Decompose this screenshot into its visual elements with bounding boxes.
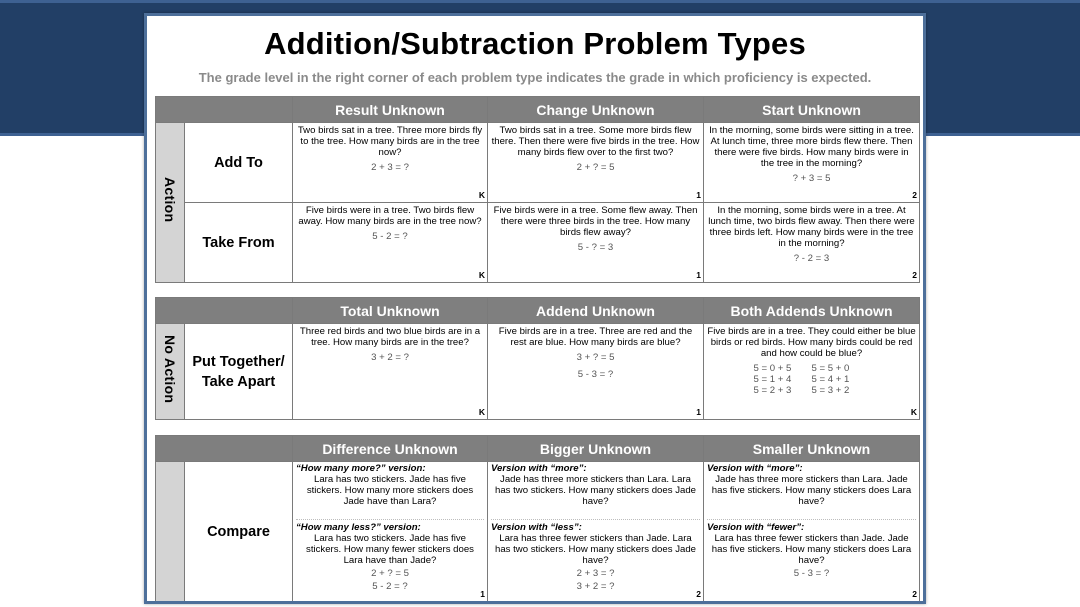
problem-text: Five birds are in a tree. Three are red and the rest are blue. How many birds are blue?: [498, 326, 693, 348]
equation: 3 + 2 = ?: [371, 352, 409, 363]
page-title: Addition/Subtraction Problem Types: [264, 26, 806, 61]
action-table: [155, 96, 920, 283]
grade-badge: K: [478, 190, 485, 200]
grade-badge: K: [478, 407, 485, 417]
cell-both-addends-unknown: [704, 324, 920, 420]
equation: 5 = 3 + 2: [811, 385, 850, 396]
equation: 3 + 2 = ?: [576, 581, 615, 592]
cell-smaller-unknown: [704, 462, 920, 602]
equation: 2 + ? = 5: [371, 568, 409, 579]
version-label: “How many less?” version:: [296, 522, 421, 533]
problem-text: Two birds sat in a tree. Some more birds flew there. Then there were five birds in the tree. How many birds flew over to the first two?: [491, 125, 700, 158]
page-subtitle: The grade level in the right corner of each problem type indicates the grade in which proficiency is expected.: [198, 70, 872, 85]
header-start-unknown: Start Unknown: [704, 97, 920, 123]
version-less: [491, 522, 700, 601]
problem-text: Five birds were in a tree. Some flew away. Then there were three birds in the tree. How many birds flew away?: [493, 205, 698, 238]
cell-takefrom-result: [293, 203, 488, 283]
version-label: Version with “less”:: [491, 522, 582, 533]
header-smaller-unknown: Smaller Unknown: [704, 436, 920, 462]
header-change-unknown: Change Unknown: [488, 97, 704, 123]
problem-text: Lara has two stickers. Jade has five stickers. How many more stickers does Jade have than Lara?: [306, 474, 474, 507]
cell-addend-unknown: [488, 324, 704, 420]
problem-text: Jade has three more stickers than Lara. Lara has two stickers. How many stickers does Jade have?: [494, 474, 696, 507]
equation: 2 + ? = 5: [576, 162, 615, 173]
row-label-line2: Take Apart: [201, 373, 276, 390]
row-label-put-together: [185, 324, 293, 420]
cell-addto-change: [488, 123, 704, 203]
header-addend-unknown: Addend Unknown: [488, 298, 704, 324]
equation: 5 - 3 = ?: [793, 568, 830, 579]
table-row: [156, 462, 920, 602]
table-row: [156, 324, 920, 420]
table-row: [156, 203, 920, 283]
version-label: Version with “fewer”:: [707, 522, 805, 533]
header-difference-unknown: Difference Unknown: [293, 436, 488, 462]
row-label-line1: Put Together/: [192, 353, 285, 370]
compare-table: [155, 435, 920, 602]
table-corner: [156, 97, 293, 123]
problem-text: Lara has three fewer stickers than Jade. Jade has five stickers. How many stickers does Lara have?: [711, 533, 912, 566]
problem-text: Five birds were in a tree. Two birds flew away. How many birds are in the tree now?: [298, 205, 482, 227]
equation-pairs: [707, 363, 916, 396]
version-more: [491, 463, 700, 520]
problem-text: Lara has two stickers. Jade has five stickers. How many fewer stickers does Lara have than Jade?: [306, 533, 474, 566]
grade-badge: 1: [480, 589, 485, 599]
group-action: [156, 123, 185, 283]
row-label-compare: Compare: [185, 462, 293, 602]
table-corner: [156, 436, 293, 462]
cell-takefrom-start: [704, 203, 920, 283]
table-corner: [156, 298, 293, 324]
table-row: [156, 123, 920, 203]
equation: 5 - 2 = ?: [372, 231, 408, 242]
grade-badge: 2: [912, 589, 917, 599]
header-total-unknown: Total Unknown: [293, 298, 488, 324]
group-action-label: Action: [162, 177, 178, 223]
group-compare: [156, 462, 185, 602]
equation: 5 = 5 + 0: [811, 363, 850, 374]
equation: 5 = 0 + 5: [753, 363, 792, 374]
grade-badge: 1: [696, 270, 701, 280]
slide-card: [144, 13, 926, 604]
equation: 5 = 1 + 4: [753, 374, 792, 385]
equation: ? + 3 = 5: [792, 173, 831, 184]
group-no-action: [156, 324, 185, 420]
equation: 5 - 2 = ?: [372, 581, 408, 592]
grade-badge: 2: [912, 270, 917, 280]
problem-text: Two birds sat in a tree. Three more birds fly to the tree. How many birds are in the tree now?: [297, 125, 483, 158]
grade-badge: 1: [696, 407, 701, 417]
equation: 2 + 3 = ?: [576, 568, 615, 579]
cell-addto-start: [704, 123, 920, 203]
problem-text: Five birds are in a tree. They could either be blue birds or red birds. How many birds could be red and how could be blue?: [707, 326, 916, 359]
equation: ? - 2 = 3: [793, 253, 830, 264]
cell-difference-unknown: [293, 462, 488, 602]
equation: 5 - ? = 3: [577, 242, 614, 253]
version-more: [296, 463, 484, 520]
cell-addto-result: [293, 123, 488, 203]
equation: 3 + ? = 5: [576, 352, 615, 363]
cell-total-unknown: [293, 324, 488, 420]
grade-badge: K: [910, 407, 917, 417]
group-no-action-label: No Action: [162, 334, 178, 404]
problem-text: In the morning, some birds were sitting in a tree. At lunch time, three more birds flew there. Then there were five birds. How many birds were in the tree in the morning?: [709, 125, 914, 169]
version-label: “How many more?” version:: [296, 463, 426, 474]
equation: 5 = 2 + 3: [753, 385, 792, 396]
problem-text: In the morning, some birds were in a tree. At lunch time, two birds flew away. Then there were three birds left. How many birds were in the tree in the morning?: [708, 205, 915, 249]
cell-bigger-unknown: [488, 462, 704, 602]
grade-badge: K: [478, 270, 485, 280]
grade-badge: 2: [912, 190, 917, 200]
row-label-add-to: Add To: [185, 123, 293, 203]
version-less: [296, 522, 484, 601]
version-label: Version with “more”:: [491, 463, 587, 474]
version-label: Version with “more”:: [707, 463, 803, 474]
problem-text: Jade has three more stickers than Lara. Jade has five stickers. How many stickers does Lara have?: [711, 474, 912, 507]
grade-badge: 1: [696, 190, 701, 200]
grade-badge: 2: [696, 589, 701, 599]
version-more: [707, 463, 916, 520]
equation: 5 = 4 + 1: [811, 374, 850, 385]
header-result-unknown: Result Unknown: [293, 97, 488, 123]
problem-text: Three red birds and two blue birds are in a tree. How many birds are in the tree?: [299, 326, 481, 348]
equation: 2 + 3 = ?: [371, 162, 409, 173]
cell-takefrom-change: [488, 203, 704, 283]
version-fewer: [707, 522, 916, 601]
header-bigger-unknown: Bigger Unknown: [488, 436, 704, 462]
no-action-table: [155, 297, 920, 420]
problem-text: Lara has three fewer stickers than Jade. Lara has two stickers. How many stickers does Jade have?: [494, 533, 696, 566]
row-label-take-from: Take From: [185, 203, 293, 283]
equation: 5 - 3 = ?: [577, 369, 614, 380]
header-both-addends-unknown: Both Addends Unknown: [704, 298, 920, 324]
